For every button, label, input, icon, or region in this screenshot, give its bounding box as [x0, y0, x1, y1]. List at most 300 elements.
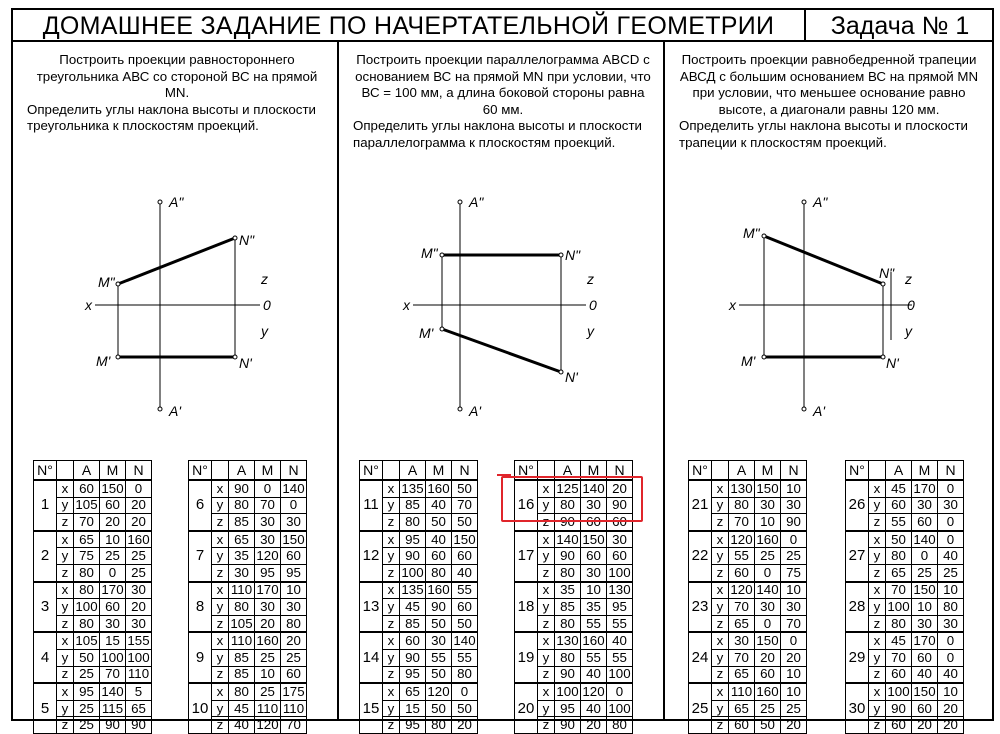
label-z: z — [905, 271, 912, 287]
axis-cell: y — [57, 649, 74, 666]
value-cell: 60 — [755, 666, 781, 683]
variant-number: 1 — [34, 480, 57, 531]
value-cell: 90 — [229, 480, 255, 497]
value-cell: 90 — [126, 717, 152, 734]
table-row — [360, 632, 478, 649]
value-cell: 10 — [912, 599, 938, 616]
value-cell: 0 — [938, 514, 964, 531]
value-cell: 30 — [255, 531, 281, 548]
table-row — [34, 531, 152, 548]
value-cell: 10 — [938, 683, 964, 700]
axis-cell: x — [57, 582, 74, 599]
axis-cell: z — [383, 514, 400, 531]
value-cell: 60 — [729, 564, 755, 581]
value-cell: 90 — [426, 599, 452, 616]
value-cell: 0 — [607, 683, 633, 700]
value-cell: 45 — [886, 632, 912, 649]
value-cell: 55 — [729, 548, 755, 565]
value-cell: 40 — [452, 564, 478, 581]
variant-number: 29 — [846, 632, 869, 683]
label-m2: M" — [743, 225, 760, 241]
value-cell: 20 — [126, 497, 152, 514]
value-cell: 100 — [887, 598, 910, 614]
value-cell: 60 — [100, 497, 126, 514]
axis-cell: y — [869, 649, 886, 666]
value-cell: 0 — [938, 632, 964, 649]
value-cell: 80 — [938, 599, 964, 616]
axis-cell: y — [538, 497, 555, 514]
axis-cell: y — [383, 649, 400, 666]
table-row — [846, 480, 964, 497]
value-cell: 10 — [255, 666, 281, 683]
column-header-nn: N — [938, 461, 964, 481]
label-o: 0 — [907, 297, 915, 313]
value-cell: 105 — [75, 497, 98, 513]
variant-number: 5 — [34, 683, 57, 733]
value-cell: 55 — [426, 649, 452, 666]
value-cell: 130 — [556, 633, 579, 649]
variant-number: 6 — [189, 480, 212, 531]
value-cell: 65 — [729, 615, 755, 632]
value-cell: 50 — [755, 717, 781, 734]
page-title: ДОМАШНЕЕ ЗАДАНИЕ ПО НАЧЕРТАТЕЛЬНОЙ ГЕОМЕТРИИ — [13, 10, 806, 42]
value-cell: 30 — [281, 599, 307, 616]
value-cell: 10 — [781, 666, 807, 683]
value-cell: 30 — [607, 531, 633, 548]
table-row — [360, 683, 478, 700]
axis-cell: x — [712, 632, 729, 649]
value-cell: 55 — [607, 649, 633, 666]
value-cell: 0 — [781, 632, 807, 649]
value-cell: 45 — [886, 480, 912, 497]
value-cell: 30 — [938, 497, 964, 514]
value-cell: 10 — [281, 582, 307, 599]
axis-cell: y — [712, 700, 729, 717]
variant-number: 17 — [515, 531, 538, 582]
axis-cell: x — [869, 480, 886, 497]
value-cell: 105 — [230, 615, 253, 631]
axis-cell: y — [538, 649, 555, 666]
value-cell: 70 — [281, 717, 307, 734]
value-cell: 150 — [453, 531, 476, 547]
value-cell: 25 — [781, 548, 807, 565]
value-cell: 95 — [255, 564, 281, 581]
task-column-1 — [13, 42, 339, 733]
variant-number: 21 — [689, 480, 712, 531]
label-a2: A" — [469, 194, 484, 210]
axis-cell: x — [212, 683, 229, 700]
value-cell: 25 — [74, 666, 100, 683]
value-cell: 160 — [427, 480, 450, 496]
value-cell: 140 — [282, 480, 305, 496]
value-cell: 135 — [401, 480, 424, 496]
value-cell: 25 — [255, 649, 281, 666]
value-cell: 85 — [229, 666, 255, 683]
table-row — [189, 632, 307, 649]
axis-cell: z — [712, 717, 729, 734]
value-cell: 80 — [400, 514, 426, 531]
axis-cell: y — [383, 548, 400, 565]
axis-cell: x — [383, 531, 400, 548]
value-cell: 10 — [581, 582, 607, 599]
axis-cell: y — [869, 548, 886, 565]
value-cell: 10 — [781, 582, 807, 599]
value-cell: 20 — [938, 717, 964, 734]
table-row — [846, 531, 964, 548]
value-cell: 80 — [426, 564, 452, 581]
value-cell: 80 — [281, 615, 307, 632]
axis-cell: z — [538, 717, 555, 734]
label-m2: M" — [98, 274, 115, 290]
axis-cell: z — [383, 615, 400, 632]
variant-number: 28 — [846, 582, 869, 633]
column-header-a: A — [886, 461, 912, 481]
label-m2: M" — [421, 245, 438, 261]
value-cell: 75 — [74, 548, 100, 565]
projection-drawing-2 — [339, 192, 665, 422]
value-cell: 0 — [255, 480, 281, 497]
value-cell: 140 — [913, 531, 936, 547]
axis-cell: z — [869, 717, 886, 734]
axis-cell: z — [383, 564, 400, 581]
variant-number: 15 — [360, 683, 383, 733]
task-text-2 — [353, 52, 653, 151]
value-cell: 70 — [255, 497, 281, 514]
projection-drawing-1 — [13, 192, 339, 422]
variant-number: 18 — [515, 582, 538, 633]
variant-number: 13 — [360, 582, 383, 633]
value-cell: 140 — [756, 582, 779, 598]
value-cell: 110 — [281, 700, 307, 717]
column-header-n: N° — [34, 461, 57, 481]
value-cell: 150 — [101, 480, 124, 496]
value-cell: 40 — [912, 666, 938, 683]
task-question: Определить углы наклона высоты и плоскости треугольника к плоскостям проекций. — [27, 101, 316, 133]
label-n2: N" — [565, 247, 581, 263]
axis-cell: z — [869, 615, 886, 632]
value-cell: 80 — [229, 497, 255, 514]
value-cell: 20 — [281, 632, 307, 649]
value-cell: 30 — [729, 632, 755, 649]
value-cell: 90 — [555, 514, 581, 531]
value-cell: 110 — [126, 666, 152, 683]
label-a1: A' — [469, 403, 482, 419]
value-cell: 90 — [555, 548, 581, 565]
value-cell: 40 — [938, 548, 964, 565]
value-cell: 75 — [781, 564, 807, 581]
label-n1: N' — [886, 355, 899, 371]
value-cell: 0 — [100, 564, 126, 581]
value-cell: 100 — [101, 649, 124, 665]
value-cell: 10 — [100, 531, 126, 548]
label-a1: A' — [169, 403, 182, 419]
axis-cell: z — [383, 666, 400, 683]
value-cell: 90 — [400, 649, 426, 666]
value-cell: 95 — [555, 700, 581, 717]
axis-cell: x — [538, 683, 555, 700]
column-header-m: M — [100, 461, 126, 481]
value-cell: 85 — [400, 497, 426, 514]
value-cell: 160 — [127, 531, 150, 547]
task-statement: Построить проекции параллелограмма ABCD с основанием ВС на прямой МN при условии, что ВС = 100 мм, а длина боковой стороны равна 60 мм. — [355, 52, 651, 117]
table-row — [515, 632, 633, 649]
axis-cell: y — [212, 548, 229, 565]
label-a1: A' — [813, 403, 826, 419]
table-row — [515, 531, 633, 548]
value-cell: 20 — [452, 717, 478, 734]
variant-number: 3 — [34, 582, 57, 633]
variant-number: 26 — [846, 480, 869, 531]
value-cell: 25 — [74, 700, 100, 717]
value-cell: 140 — [556, 531, 579, 547]
value-cell: 60 — [281, 666, 307, 683]
value-cell: 50 — [74, 649, 100, 666]
value-cell: 65 — [886, 564, 912, 581]
variant-number: 27 — [846, 531, 869, 582]
axis-cell: y — [869, 599, 886, 616]
table-header-row — [189, 461, 307, 481]
table-row — [515, 582, 633, 599]
value-cell: 90 — [607, 497, 633, 514]
axis-cell: x — [712, 480, 729, 497]
value-cell: 90 — [886, 700, 912, 717]
column-header-m: M — [255, 461, 281, 481]
axis-cell: y — [57, 497, 74, 514]
axis-cell: x — [538, 582, 555, 599]
column-header-nn: N — [452, 461, 478, 481]
value-cell: 110 — [229, 632, 255, 649]
value-cell: 25 — [755, 548, 781, 565]
axis-cell: y — [869, 497, 886, 514]
value-cell: 20 — [255, 615, 281, 632]
axis-cell: y — [212, 599, 229, 616]
value-cell: 70 — [74, 514, 100, 531]
axis-cell: y — [57, 548, 74, 565]
variants-table-21-25 — [688, 460, 807, 734]
axis-cell: z — [212, 666, 229, 683]
value-cell: 80 — [74, 564, 100, 581]
axis-cell: y — [538, 599, 555, 616]
value-cell: 0 — [781, 531, 807, 548]
axis-cell: x — [712, 582, 729, 599]
variant-number: 10 — [189, 683, 212, 733]
value-cell: 120 — [730, 531, 753, 547]
value-cell: 170 — [913, 633, 936, 649]
variants-table-1-5 — [33, 460, 152, 734]
table-header-row — [34, 461, 152, 481]
value-cell: 125 — [556, 480, 579, 496]
value-cell: 60 — [426, 548, 452, 565]
value-cell: 110 — [729, 683, 755, 700]
axis-cell: z — [869, 564, 886, 581]
table-row — [34, 632, 152, 649]
value-cell: 0 — [938, 480, 964, 497]
value-cell: 95 — [607, 599, 633, 616]
value-cell: 100 — [608, 564, 631, 580]
variant-number: 14 — [360, 632, 383, 683]
projection-drawing-3 — [665, 192, 991, 422]
value-cell: 20 — [100, 514, 126, 531]
value-cell: 175 — [282, 683, 305, 699]
value-cell: 25 — [912, 564, 938, 581]
value-cell: 80 — [555, 564, 581, 581]
value-cell: 85 — [229, 649, 255, 666]
value-cell: 150 — [582, 531, 605, 547]
variant-number: 22 — [689, 531, 712, 582]
value-cell: 170 — [101, 582, 124, 598]
axis-cell: y — [383, 599, 400, 616]
variants-table-11-15 — [359, 460, 478, 734]
axis-cell: y — [869, 700, 886, 717]
axis-cell: z — [57, 564, 74, 581]
value-cell: 120 — [427, 683, 450, 699]
axis-cell: z — [212, 615, 229, 632]
value-cell: 115 — [100, 700, 126, 717]
value-cell: 105 — [75, 633, 98, 649]
axis-cell: x — [869, 531, 886, 548]
value-cell: 30 — [912, 615, 938, 632]
value-cell: 80 — [555, 615, 581, 632]
value-cell: 50 — [452, 514, 478, 531]
table-row — [34, 683, 152, 700]
task-text-3 — [679, 52, 979, 151]
value-cell: 95 — [400, 666, 426, 683]
value-cell: 140 — [101, 683, 124, 699]
value-cell: 150 — [282, 531, 305, 547]
table-row — [846, 632, 964, 649]
variant-number: 30 — [846, 683, 869, 733]
table-row — [360, 582, 478, 599]
value-cell: 30 — [100, 615, 126, 632]
value-cell: 60 — [729, 717, 755, 734]
table-row — [189, 582, 307, 599]
value-cell: 25 — [74, 717, 100, 734]
variant-number: 19 — [515, 632, 538, 683]
value-cell: 55 — [452, 649, 478, 666]
value-cell: 0 — [126, 480, 152, 497]
value-cell: 95 — [400, 531, 426, 548]
value-cell: 150 — [756, 480, 779, 496]
column-header-axis — [383, 461, 400, 481]
value-cell: 120 — [256, 717, 279, 733]
table-row — [189, 480, 307, 497]
value-cell: 110 — [229, 582, 255, 599]
value-cell: 70 — [781, 615, 807, 632]
axis-cell: y — [212, 649, 229, 666]
value-cell: 30 — [781, 599, 807, 616]
value-cell: 50 — [426, 700, 452, 717]
axis-cell: x — [57, 683, 74, 700]
value-cell: 150 — [913, 683, 936, 699]
table-row — [846, 582, 964, 599]
table-row — [34, 582, 152, 599]
value-cell: 100 — [608, 666, 631, 682]
value-cell: 60 — [452, 599, 478, 616]
value-cell: 50 — [452, 480, 478, 497]
axis-cell: x — [212, 531, 229, 548]
value-cell: 30 — [255, 514, 281, 531]
value-cell: 60 — [886, 497, 912, 514]
value-cell: 35 — [229, 548, 255, 565]
value-cell: 70 — [729, 599, 755, 616]
value-cell: 60 — [912, 649, 938, 666]
axis-cell: x — [383, 683, 400, 700]
value-cell: 80 — [229, 599, 255, 616]
task-text-1 — [27, 52, 327, 135]
value-cell: 40 — [229, 717, 255, 734]
value-cell: 20 — [607, 480, 633, 497]
value-cell: 0 — [755, 615, 781, 632]
column-header-m: M — [581, 461, 607, 481]
value-cell: 120 — [256, 548, 279, 564]
value-cell: 80 — [729, 497, 755, 514]
value-cell: 50 — [452, 700, 478, 717]
table-header-row — [846, 461, 964, 481]
value-cell: 30 — [581, 497, 607, 514]
value-cell: 35 — [581, 599, 607, 616]
value-cell: 70 — [729, 649, 755, 666]
point-a2 — [158, 200, 162, 204]
table-row — [360, 480, 478, 497]
value-cell: 30 — [755, 599, 781, 616]
axis-cell: z — [712, 666, 729, 683]
value-cell: 60 — [912, 514, 938, 531]
value-cell: 40 — [581, 666, 607, 683]
variant-number: 16 — [515, 480, 538, 531]
axis-cell: x — [57, 480, 74, 497]
axis-cell: x — [212, 632, 229, 649]
axis-cell: y — [538, 700, 555, 717]
axis-cell: z — [57, 666, 74, 683]
axis-cell: x — [212, 480, 229, 497]
table-row — [360, 531, 478, 548]
axis-cell: z — [869, 666, 886, 683]
value-cell: 25 — [755, 700, 781, 717]
value-cell: 85 — [555, 599, 581, 616]
column-header-a: A — [729, 461, 755, 481]
axis-cell: y — [538, 548, 555, 565]
axis-cell: z — [712, 564, 729, 581]
axis-cell: y — [212, 700, 229, 717]
value-cell: 60 — [100, 599, 126, 616]
column-header-m: M — [755, 461, 781, 481]
axis-cell: x — [57, 632, 74, 649]
value-cell: 150 — [913, 582, 936, 598]
variant-number: 11 — [360, 480, 383, 531]
value-cell: 55 — [607, 615, 633, 632]
task-statement: Построить проекции равностороннего треугольника АВС со стороной ВС на прямой МN. — [36, 52, 318, 100]
value-cell: 65 — [74, 531, 100, 548]
value-cell: 120 — [582, 683, 605, 699]
value-cell: 100 — [608, 700, 631, 716]
value-cell: 40 — [426, 531, 452, 548]
value-cell: 80 — [74, 582, 100, 599]
label-a2: A" — [169, 194, 184, 210]
column-header-axis — [869, 461, 886, 481]
axis-cell: x — [383, 632, 400, 649]
value-cell: 25 — [255, 683, 281, 700]
table-row — [689, 582, 807, 599]
value-cell: 65 — [126, 700, 152, 717]
axis-cell: z — [538, 615, 555, 632]
value-cell: 150 — [756, 633, 779, 649]
axis-cell: y — [383, 497, 400, 514]
table-row — [515, 683, 633, 700]
column-header-nn: N — [781, 461, 807, 481]
column-header-m: M — [426, 461, 452, 481]
table-row — [689, 480, 807, 497]
value-cell: 55 — [452, 582, 478, 599]
